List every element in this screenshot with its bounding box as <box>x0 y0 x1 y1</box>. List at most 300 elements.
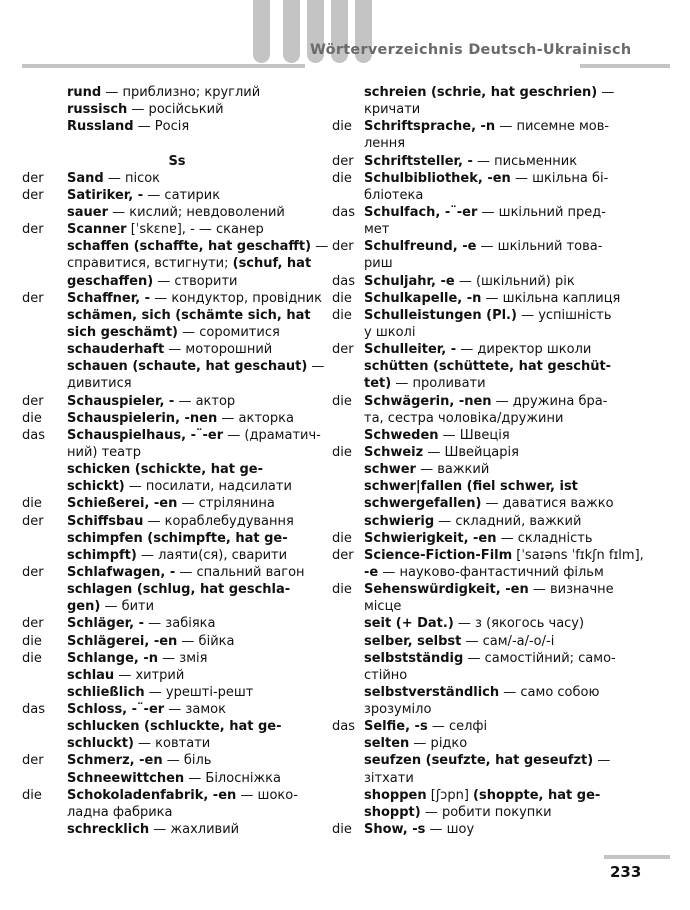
dictionary-line <box>332 307 642 324</box>
dictionary-line <box>22 307 322 324</box>
headword: Scanner <box>67 222 127 238</box>
dictionary-line <box>332 478 642 495</box>
translation: — посилати, надсилати <box>124 479 292 495</box>
headword: Russland <box>67 119 134 135</box>
dictionary-line <box>332 598 642 615</box>
dictionary-line <box>332 633 642 650</box>
entry-text <box>364 718 487 735</box>
headword: Schulleistungen (Pl.) <box>364 307 517 323</box>
entry-text <box>364 255 393 272</box>
entry-text <box>67 821 239 838</box>
dictionary-line <box>332 84 642 101</box>
headword: Schläger, - <box>67 616 145 632</box>
article: die <box>332 530 352 546</box>
headword: shoppt) <box>364 804 421 820</box>
headword: Schriftsprache, -n <box>364 119 496 135</box>
translation: — самостійний; само- <box>463 650 616 666</box>
dictionary-line <box>22 187 322 204</box>
translation: — складність <box>496 530 593 546</box>
dictionary-line <box>332 444 642 461</box>
translation: — <box>311 239 329 255</box>
dictionary-line <box>22 170 322 187</box>
section-letter-text: Ss <box>168 153 186 169</box>
entry-text <box>67 393 235 410</box>
dictionary-line <box>332 118 642 135</box>
article: der <box>332 547 354 563</box>
dictionary-line <box>332 684 642 701</box>
dictionary-line <box>22 478 322 495</box>
entry-text <box>364 735 467 752</box>
translation: — шкільна бі- <box>510 170 609 186</box>
headword: schreien (schrie, hat geschrien) <box>364 85 598 100</box>
entry-text <box>364 358 611 375</box>
dictionary-line <box>332 735 642 752</box>
headword: schämen, sich (schämte sich, hat <box>67 307 311 323</box>
dictionary-line <box>22 255 322 272</box>
dictionary-line <box>332 615 642 632</box>
dictionary-line <box>22 273 322 290</box>
article: der <box>332 342 354 358</box>
translation: — шкільна каплиця <box>481 290 621 306</box>
dictionary-line <box>332 461 642 478</box>
header-rule <box>580 64 670 68</box>
entry-text <box>364 667 407 684</box>
dictionary-line <box>332 804 642 821</box>
dictionary-line <box>22 684 322 701</box>
dictionary-line <box>332 752 642 769</box>
dictionary-line <box>332 341 642 358</box>
entry-text <box>364 170 608 187</box>
dictionary-line <box>332 153 642 170</box>
translation: — успішність <box>516 307 612 323</box>
entry-text <box>364 221 389 238</box>
article: der <box>22 513 44 529</box>
dictionary-line <box>332 238 642 255</box>
dictionary-line <box>332 581 642 598</box>
article: die <box>332 170 352 186</box>
translation: — шкільний това- <box>476 239 603 255</box>
headword: Schauspielhaus, -¨-er <box>67 427 224 443</box>
article: das <box>332 273 355 289</box>
dictionary-line <box>22 495 322 512</box>
dictionary-line <box>22 770 322 787</box>
translation: — (драматич- <box>223 427 321 443</box>
translation: — пісок <box>103 170 161 186</box>
headword: Science-Fiction-Film <box>364 547 513 563</box>
entry-text <box>67 324 280 341</box>
headword: Sand <box>67 170 104 186</box>
translation: кричати <box>364 102 421 118</box>
translation: — жахливий <box>149 822 240 838</box>
dictionary-line <box>332 787 642 804</box>
entry-text <box>364 581 614 598</box>
entry-text <box>67 273 237 290</box>
dictionary-line <box>22 735 322 752</box>
translation: — робити покупки <box>420 804 552 820</box>
dictionary-line <box>22 238 329 255</box>
translation: — лаяти(ся), сварити <box>136 547 288 563</box>
translation: — Росія <box>133 119 190 135</box>
headword: Schneewittchen <box>67 770 185 786</box>
dictionary-line <box>332 650 642 667</box>
article: der <box>332 153 354 169</box>
entry-text <box>364 530 593 547</box>
headword: schicken (schickte, hat ge- <box>67 462 263 478</box>
dictionary-line <box>332 821 642 838</box>
article: das <box>332 719 355 735</box>
headword: Schauspieler, - <box>67 393 175 409</box>
translation: дивитися <box>67 376 132 392</box>
entry-text <box>364 238 602 255</box>
article: die <box>332 393 352 409</box>
headword: schlucken (schluckte, hat ge- <box>67 719 282 735</box>
dictionary-line <box>332 324 642 341</box>
dictionary-line <box>332 170 642 187</box>
translation: — російський <box>127 102 224 118</box>
entry-text <box>67 307 311 324</box>
dictionary-line <box>22 581 322 598</box>
entry-text <box>364 564 604 581</box>
headword: seufzen (seufzte, hat geseufzt) <box>364 753 594 769</box>
dictionary-line <box>22 444 322 461</box>
headword: schimpfen (schimpfte, hat ge- <box>67 530 288 546</box>
entry-text <box>67 667 184 684</box>
translation: — Швеція <box>438 427 510 443</box>
entry-text <box>364 341 591 358</box>
entry-text <box>67 752 211 769</box>
headword: schaffen (schaffte, hat geschafft) <box>67 239 312 255</box>
headword: russisch <box>67 102 128 118</box>
dictionary-line <box>332 410 642 427</box>
headword: Satiriker, - <box>67 187 144 203</box>
entry-text <box>364 324 415 341</box>
article: der <box>22 564 44 580</box>
headword: selbstverständlich <box>364 684 500 700</box>
dictionary-line <box>332 530 642 547</box>
headword: schickt) <box>67 479 125 495</box>
entry-text <box>364 701 431 718</box>
entry-text <box>67 444 141 461</box>
entry-text <box>67 204 285 221</box>
entry-text <box>364 273 575 290</box>
dictionary-line <box>22 821 322 838</box>
translation: — створити <box>153 273 238 289</box>
dictionary-line <box>22 221 322 238</box>
dictionary-line <box>22 787 322 804</box>
dictionary-line <box>22 547 322 564</box>
headword: -e <box>364 564 379 580</box>
headword: Schuljahr, -e <box>364 273 455 289</box>
dictionary-line <box>22 804 322 821</box>
headword: schrecklich <box>67 822 150 838</box>
dictionary-line <box>22 633 322 650</box>
headword: schwierig <box>364 513 435 529</box>
headword: Schokoladenfabrik, -en <box>67 787 237 803</box>
translation: лення <box>364 136 406 152</box>
headword: schütten (schüttete, hat geschüt- <box>364 359 612 375</box>
translation: — (шкільний) рік <box>454 273 575 289</box>
translation: — біль <box>162 753 212 769</box>
dictionary-line <box>332 221 642 238</box>
right-column <box>332 84 642 838</box>
article: der <box>332 239 354 255</box>
footer-rule <box>604 855 670 859</box>
headword: Schwägerin, -nen <box>364 393 492 409</box>
headword: selbstständig <box>364 650 464 666</box>
translation: — соромитися <box>177 324 280 340</box>
dictionary-line <box>22 752 322 769</box>
dictionary-line <box>22 135 322 152</box>
translation: — урешті-решт <box>144 684 254 700</box>
dictionary-line <box>22 650 322 667</box>
entry-text <box>364 478 578 495</box>
dictionary-line <box>332 273 642 290</box>
dictionary-line <box>22 598 322 615</box>
entry-text <box>364 821 474 838</box>
headword: selber, selbst <box>364 633 462 649</box>
headword: schwergefallen) <box>364 496 482 512</box>
translation: — актор <box>174 393 236 409</box>
translation: — науково-фантастичний фільм <box>378 564 604 580</box>
entry-text <box>364 101 420 118</box>
headword: Schulfreund, -e <box>364 239 477 255</box>
article: die <box>332 444 352 460</box>
entry-text <box>67 101 224 118</box>
dictionary-line <box>332 358 642 375</box>
article: das <box>332 204 355 220</box>
translation: — проливати <box>391 376 486 392</box>
translation: — бити <box>100 599 155 615</box>
translation: — шкільний пред- <box>477 204 606 220</box>
translation: — Швейцарія <box>423 444 519 460</box>
dictionary-line <box>332 547 642 564</box>
entry-text <box>364 461 489 478</box>
entry-text <box>364 204 606 221</box>
article: die <box>22 650 42 666</box>
translation: [ˈskɛnɐ], - — сканер <box>126 222 264 238</box>
entry-text <box>364 684 599 701</box>
dictionary-line <box>332 393 642 410</box>
dictionary-line <box>332 427 642 444</box>
dictionary-line <box>22 718 322 735</box>
entry-text <box>67 290 322 307</box>
translation: — складний, важкий <box>434 513 582 529</box>
article: das <box>22 702 45 718</box>
article: die <box>22 496 42 512</box>
headword: Sehenswürdigkeit, -en <box>364 582 529 598</box>
translation: — хитрий <box>114 667 185 683</box>
translation: — приблизно; круглий <box>101 85 261 100</box>
article: der <box>22 290 44 306</box>
translation: — змія <box>158 650 208 666</box>
entry-text <box>364 770 414 787</box>
dictionary-line <box>22 204 322 221</box>
entry-text <box>364 393 607 410</box>
translation: — директор школи <box>456 342 592 358</box>
article: die <box>332 582 352 598</box>
translation: — моторошний <box>164 342 273 358</box>
dictionary-line <box>332 101 642 118</box>
entry-text <box>67 581 290 598</box>
dictionary-line <box>332 701 642 718</box>
entry-text <box>67 547 287 564</box>
headword: Schmerz, -en <box>67 753 163 769</box>
translation: — бійка <box>177 633 235 649</box>
entry-text <box>67 787 298 804</box>
entry-text <box>364 752 610 769</box>
entry-text <box>364 84 614 101</box>
translation: — сатирик <box>143 187 221 203</box>
translation: — визначне <box>528 582 614 598</box>
headword: Schweden <box>364 427 439 443</box>
headword: Schriftsteller, - <box>364 153 473 169</box>
headword: schlagen (schlug, hat geschla- <box>67 582 291 598</box>
article: der <box>22 187 44 203</box>
headword: Schloss, -¨-er <box>67 702 165 718</box>
translation: — кораблебудування <box>143 513 294 529</box>
translation: — кондуктор, провідник <box>150 290 322 306</box>
headword: Schulleiter, - <box>364 342 457 358</box>
headword-continued: (shoppte, hat ge- <box>473 787 601 803</box>
headword: rund <box>67 85 102 100</box>
translation: зітхати <box>364 770 414 786</box>
dictionary-line <box>332 495 642 512</box>
entry-text <box>67 238 328 255</box>
dictionary-line <box>22 341 322 358</box>
entry-text <box>364 427 510 444</box>
article: die <box>332 290 352 306</box>
headword: Schweiz <box>364 444 424 460</box>
entry-text <box>364 615 584 632</box>
entry-text <box>364 307 612 324</box>
dictionary-line <box>22 615 322 632</box>
headword: selten <box>364 736 410 752</box>
translation: — шоу <box>425 822 475 838</box>
translation: ладна фабрика <box>67 804 173 820</box>
dictionary-line <box>332 290 642 307</box>
headword: schauen (schaute, hat geschaut) <box>67 359 308 375</box>
dictionary-line <box>332 513 642 530</box>
translation: справитися, встигнути; <box>67 256 233 272</box>
headword: Schlägerei, -en <box>67 633 178 649</box>
entry-text <box>67 341 272 358</box>
headword: tet) <box>364 376 392 392</box>
entry-text <box>67 598 154 615</box>
headword: sich geschämt) <box>67 324 178 340</box>
article: die <box>332 822 352 838</box>
headword: schluckt) <box>67 736 134 752</box>
article: die <box>22 410 42 426</box>
dictionary-line <box>22 118 322 135</box>
translation: та, сестра чоловіка/дружини <box>364 410 564 426</box>
entry-text <box>67 461 263 478</box>
dictionary-line <box>332 204 642 221</box>
headword: schauderhaft <box>67 342 165 358</box>
headword: Schauspielerin, -nen <box>67 410 218 426</box>
article: die <box>332 119 352 135</box>
translation: — стрілянина <box>177 496 275 512</box>
article: der <box>22 753 44 769</box>
entry-text <box>67 684 253 701</box>
article: die <box>22 633 42 649</box>
translation: — даватися важко <box>481 496 614 512</box>
tab-stripe <box>253 0 270 63</box>
translation: — акторка <box>217 410 294 426</box>
dictionary-line <box>332 375 642 392</box>
entry-text <box>364 804 552 821</box>
entry-text <box>67 530 288 547</box>
headword: sauer <box>67 204 108 220</box>
entry-text <box>67 633 234 650</box>
headword-continued: (schuf, hat <box>232 256 312 272</box>
dictionary-line <box>22 530 322 547</box>
headword: Schlange, -n <box>67 650 159 666</box>
article: die <box>22 787 42 803</box>
translation: — <box>307 359 325 375</box>
entry-text <box>67 495 275 512</box>
translation: — дружина бра- <box>491 393 608 409</box>
translation: — <box>593 753 611 769</box>
headword: seit (+ Dat.) <box>364 616 454 632</box>
entry-text <box>364 495 614 512</box>
entry-text <box>67 170 160 187</box>
left-column <box>22 84 329 838</box>
entry-text <box>67 770 281 787</box>
translation: стійно <box>364 667 408 683</box>
dictionary-line <box>332 135 642 152</box>
entry-text <box>67 410 294 427</box>
entry-text <box>67 701 226 718</box>
headword: Schaffner, - <box>67 290 151 306</box>
entry-text <box>67 513 294 530</box>
translation: — спальний вагон <box>175 564 305 580</box>
entry-text <box>364 547 644 564</box>
article: der <box>22 616 44 632</box>
entry-text <box>67 427 321 444</box>
dictionary-line <box>22 393 322 410</box>
section-letter <box>22 153 322 170</box>
dictionary-line <box>332 187 642 204</box>
translation: — з (якогось часу) <box>453 616 585 632</box>
headword: Schulfach, -¨-er <box>364 204 478 220</box>
translation: бліотека <box>364 187 424 203</box>
headword: Schwierigkeit, -en <box>364 530 497 546</box>
headword: schwer <box>364 462 416 478</box>
entry-text <box>364 375 486 392</box>
translation: — <box>597 85 615 100</box>
dictionary-line <box>22 375 322 392</box>
translation: — рідко <box>409 736 468 752</box>
entry-text <box>364 650 616 667</box>
dictionary-line <box>332 770 642 787</box>
dictionary-line <box>22 324 322 341</box>
dictionary-line <box>22 290 322 307</box>
header-rule <box>22 64 305 68</box>
dictionary-line <box>22 84 322 101</box>
entry-text <box>364 633 554 650</box>
dictionary-line <box>22 667 322 684</box>
dictionary-line <box>332 667 642 684</box>
entry-text <box>67 375 132 392</box>
dictionary-line <box>332 255 642 272</box>
entry-text <box>364 187 423 204</box>
entry-text <box>364 135 405 152</box>
headword: Selfie, -s <box>364 719 428 735</box>
entry-text <box>67 221 264 238</box>
translation: — замок <box>164 702 226 718</box>
entry-text <box>67 255 311 272</box>
tab-stripe <box>283 0 300 63</box>
